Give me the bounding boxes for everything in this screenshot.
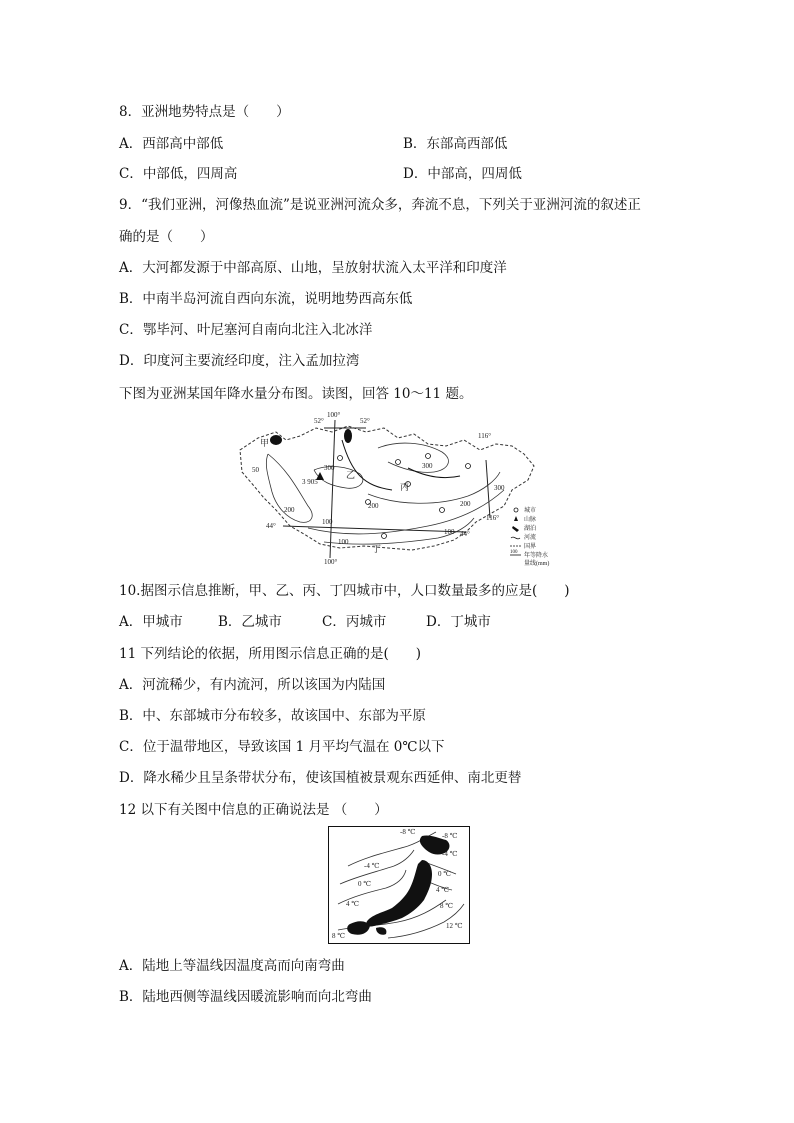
map-intro: 下图为亚洲某国年降水量分布图。读图，回答 10～11 题。 xyxy=(119,386,473,402)
q9-stem-line1: 9．“我们亚洲，河像热血流”是说亚洲河流众多，奔流不息，下列关于亚洲河流的叙述正 xyxy=(119,197,641,213)
q12-option-b: B．陆地西侧等温线因暖流影响而向北弯曲 xyxy=(119,989,372,1005)
q11-option-a: A．河流稀少，有内流河，所以该国为内陆国 xyxy=(119,677,386,693)
isotherm-label: 4 ℃ xyxy=(436,886,450,894)
q12-stem: 12 以下有关图中信息的正确说法是 （ ） xyxy=(119,802,388,818)
q8-option-c: C．中部低，四周高 xyxy=(119,166,238,182)
city-ding-label: 丁 xyxy=(372,544,382,554)
isohyet xyxy=(378,443,448,472)
isohyet-label: 100 xyxy=(338,538,349,546)
isotherm-label: 4 ℃ xyxy=(346,900,360,908)
national-border xyxy=(240,426,537,550)
isohyet-label: 100 xyxy=(322,518,333,526)
legend-mountain: 山脉 xyxy=(524,517,537,523)
isotherm-map xyxy=(328,826,470,944)
q10-stem: 10.据图示信息推断，甲、乙、丙、丁四城市中，人口数量最多的应是( ) xyxy=(119,583,570,599)
lon-116-top-label: 116° xyxy=(478,432,492,440)
q11-option-c: C．位于温带地区，导致该国 1 月平均气温在 0℃以下 xyxy=(119,739,445,755)
q9-option-d: D．印度河主要流经印度，注入孟加拉湾 xyxy=(119,353,360,369)
city-marker xyxy=(382,534,387,539)
legend-city: 城市 xyxy=(524,508,537,514)
isohyet-label: 50 xyxy=(252,466,259,474)
isotherm-label: -8 ℃ xyxy=(400,828,416,836)
q10-option-c: C．丙城市 xyxy=(322,614,387,630)
lon-116-bottom-label: 116° xyxy=(486,514,500,522)
peak-elevation-label: 3 905 xyxy=(302,478,318,486)
isohyet-label: 300 xyxy=(494,484,505,492)
q11-option-d: D．降水稀少且呈条带状分布，使该国植被景观东西延伸、南北更替 xyxy=(119,770,522,786)
q10-option-d: D．丁城市 xyxy=(426,614,491,630)
isohyet-label: 300 xyxy=(324,464,335,472)
isotherm-label: -4 ℃ xyxy=(364,862,380,870)
city-marker xyxy=(396,460,401,465)
isotherm-label: 8 ℃ xyxy=(440,902,454,910)
q12-option-a: A．陆地上等温线因温度高而向南弯曲 xyxy=(119,958,345,974)
isohyet-label: 200 xyxy=(460,500,471,508)
legend-border: 国界 xyxy=(524,544,537,550)
q11-stem: 11 下列结论的依据，所用图示信息正确的是( ) xyxy=(119,646,422,662)
lake xyxy=(344,429,352,443)
isohyet-label: 300 xyxy=(422,462,433,470)
city-jia-label: 甲 xyxy=(260,438,270,448)
lat-44-left-label: 44° xyxy=(266,522,276,530)
isotherm-label: 0 ℃ xyxy=(358,880,372,888)
meridian-100 xyxy=(330,420,335,558)
legend-isohyet-2: 量线(mm) xyxy=(524,561,550,567)
q8-option-d: D．中部高，四周低 xyxy=(403,166,522,182)
q8-stem: 8．亚洲地势特点是（ ） xyxy=(119,104,290,120)
q8-option-a: A．西部高中部低 xyxy=(119,136,224,152)
isotherm-label: 0 ℃ xyxy=(438,870,452,878)
legend-isohyet-sample: 100 xyxy=(510,550,518,555)
q10-option-b: B．乙城市 xyxy=(218,614,282,630)
isotherm-label: -4 ℃ xyxy=(442,850,458,858)
precipitation-map xyxy=(228,410,566,570)
meridian-116 xyxy=(486,460,490,518)
q9-stem-line2: 确的是（ ） xyxy=(119,229,214,245)
river xyxy=(342,440,392,490)
legend-isohyet-1: 年等降水 xyxy=(524,553,549,559)
lat-52-left-label: 52° xyxy=(314,417,324,425)
city-marker xyxy=(338,456,343,461)
lat-44-right-label: 44° xyxy=(460,530,470,538)
isotherm-label: 8 ℃ xyxy=(332,932,346,940)
isohyet-label: 200 xyxy=(368,502,379,510)
city-bing-label: 丙 xyxy=(400,482,410,492)
isotherm-label: -8 ℃ xyxy=(442,832,458,840)
lat-52-right-label: 52° xyxy=(360,417,370,425)
lon-100-label: 100° xyxy=(327,411,341,419)
lake xyxy=(270,435,282,445)
q9-option-c: C．鄂毕河、叶尼塞河自南向北注入北冰洋 xyxy=(119,322,373,338)
q9-option-b: B．中南半岛河流自西向东流，说明地势西高东低 xyxy=(119,291,413,307)
map-legend xyxy=(510,506,549,567)
city-marker xyxy=(440,508,445,513)
lon-100-bottom-label: 100° xyxy=(324,558,338,566)
river xyxy=(408,468,460,478)
city-marker xyxy=(466,464,471,469)
city-yi-label: 乙 xyxy=(346,470,356,480)
city-marker xyxy=(426,454,431,459)
q10-option-a: A．甲城市 xyxy=(119,614,183,630)
isohyet-label: 100 xyxy=(444,528,455,536)
isohyet-label: 200 xyxy=(284,506,295,514)
q8-option-b: B．东部高西部低 xyxy=(403,136,508,152)
q11-option-b: B．中、东部城市分布较多，故该国中、东部为平原 xyxy=(119,708,426,724)
legend-river: 河流 xyxy=(524,535,537,541)
isotherm-label: 12 ℃ xyxy=(446,922,463,930)
legend-lake: 湖泊 xyxy=(524,526,537,532)
q9-option-a: A．大河都发源于中部高原、山地，呈放射状流入太平洋和印度洋 xyxy=(119,260,507,276)
